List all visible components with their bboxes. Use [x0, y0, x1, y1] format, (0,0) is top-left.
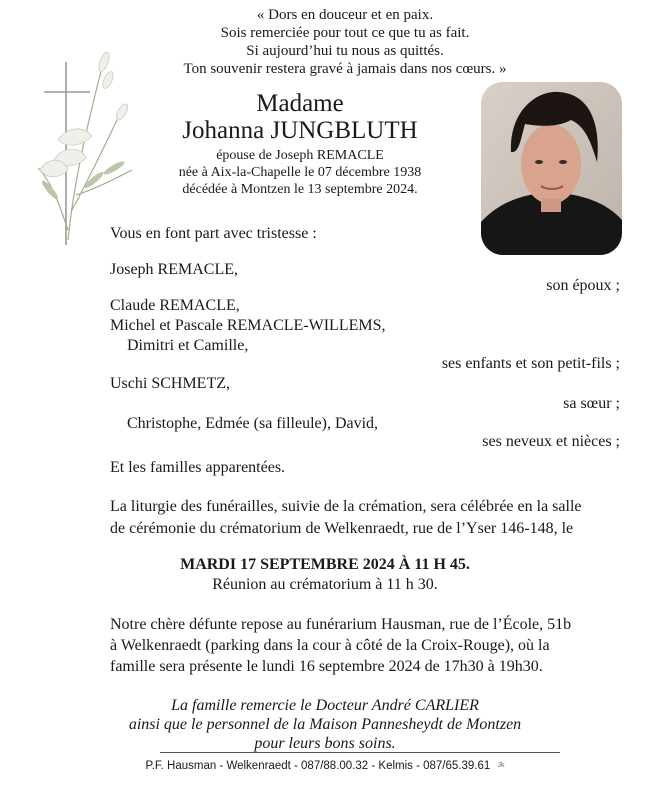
spouse-line: épouse de Joseph REMACLE [216, 148, 384, 163]
poem-line: Ton souvenir restera gravé à jamais dans nos cœurs. » [183, 61, 507, 77]
meeting-time: Réunion au crématorium à 11 h 30. [212, 576, 438, 593]
ceremony-date: MARDI 17 SEPTEMBRE 2024 À 11 H 45. [180, 556, 470, 573]
poem-line: Si aujourd’hui tu nous as quittés. [246, 43, 444, 59]
sister-relation: sa sœur ; [563, 395, 620, 412]
funeral-home-line: famille sera présente le lundi 16 septembre 2024 de 17h30 à 19h30. [110, 658, 543, 675]
spouse-relation: son époux ; [546, 277, 620, 294]
intro-text: Vous en font part avec tristesse : [110, 225, 317, 242]
cross-lily-icon [28, 40, 138, 250]
other-families: Et les familles apparentées. [110, 459, 286, 476]
footer-divider [160, 752, 560, 753]
thanks-line: pour leurs bons soins. [254, 735, 396, 752]
deceased-block [150, 90, 450, 198]
poem [150, 6, 540, 78]
footer [0, 759, 650, 773]
portrait-photo [481, 82, 622, 255]
footer-text: P.F. Hausman - Welkenraedt - 087/88.00.32 - Kelmis - 087/65.39.61 [145, 760, 491, 773]
footer-mark: Jk [497, 762, 505, 769]
liturgy-line: de cérémonie du crématorium de Welkenraedt, rue de l’Yser 146-148, le [110, 520, 574, 537]
children-relation: ses enfants et son petit-fils ; [441, 355, 620, 372]
spouse-name: Joseph REMACLE, [110, 261, 238, 278]
grandchildren-names: Dimitri et Camille, [127, 337, 249, 354]
death-line: décédée à Montzen le 13 septembre 2024. [182, 182, 418, 197]
thanks-line: ainsi que le personnel de la Maison Pannesheydt de Montzen [128, 716, 522, 733]
sister-name: Uschi SCHMETZ, [110, 375, 230, 392]
funeral-home-line: à Welkenraedt (parking dans la cour à côté de la Croix-Rouge), où la [110, 637, 550, 654]
poem-line: « Dors en douceur et en paix. [256, 7, 434, 23]
liturgy-line: La liturgie des funérailles, suivie de la crémation, sera célébrée en la salle [110, 498, 582, 515]
child-name: Michel et Pascale REMACLE-WILLEMS, [110, 317, 386, 334]
child-name: Claude REMACLE, [110, 297, 240, 314]
funeral-home-line: Notre chère défunte repose au funérarium Hausman, rue de l’École, 51b [110, 616, 572, 633]
deceased-name: Johanna JUNGBLUTH [182, 117, 418, 144]
nephews-names: Christophe, Edmée (sa filleule), David, [127, 415, 379, 432]
birth-line: née à Aix-la-Chapelle le 07 décembre 1938 [178, 165, 422, 180]
nephews-relation: ses neveux et nièces ; [482, 433, 620, 450]
thanks-line: La famille remercie le Docteur André CARLIER [171, 697, 479, 714]
salutation: Madame [256, 90, 344, 117]
poem-line: Sois remerciée pour tout ce que tu as fait. [220, 25, 470, 41]
